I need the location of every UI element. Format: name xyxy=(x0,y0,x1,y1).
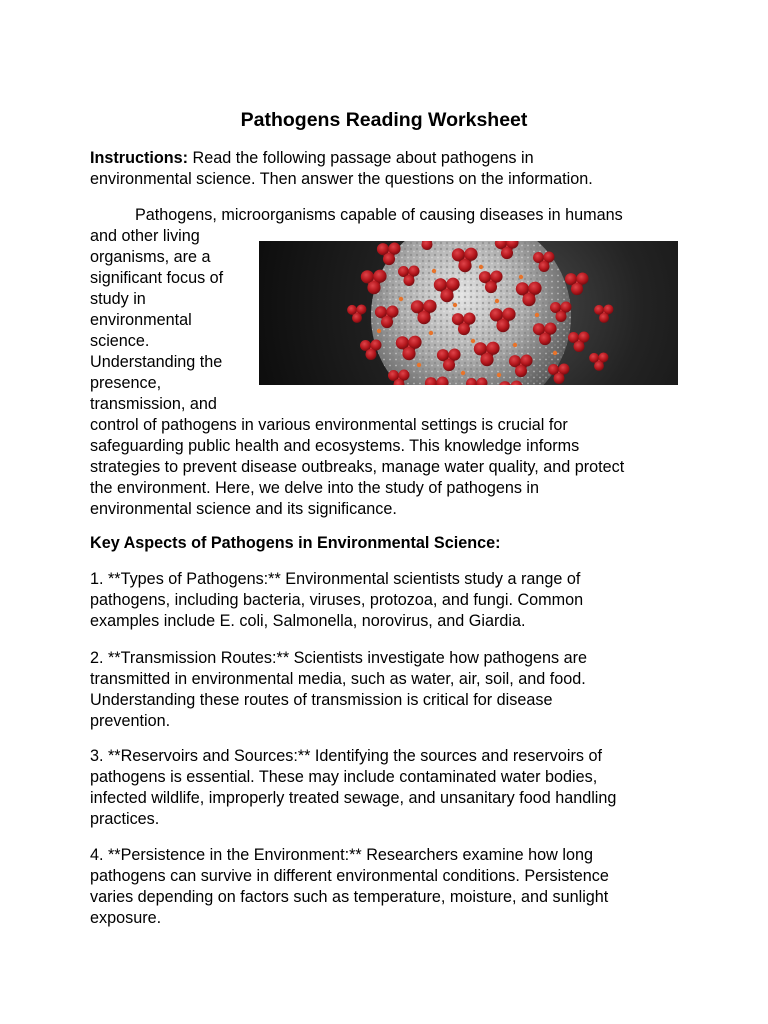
intro-line: strategies to prevent disease outbreaks, manage water quality, and protect xyxy=(90,458,625,476)
intro-line: organisms, are a xyxy=(90,248,211,266)
surface-speck xyxy=(471,339,475,343)
surface-speck xyxy=(519,275,523,279)
intro-line: Pathogens, microorganisms capable of causing diseases in humans xyxy=(135,206,623,224)
instructions-line: environmental science. Then answer the questions on the information. xyxy=(90,170,593,188)
intro-line: significant focus of xyxy=(90,269,224,287)
spike-protein xyxy=(589,352,608,370)
surface-speck xyxy=(432,269,436,273)
instructions-line xyxy=(90,148,680,169)
coronavirus-illustration xyxy=(259,241,678,385)
list-item-line: pathogens is essential. These may include contaminated water bodies, xyxy=(90,768,598,786)
list-item-line: Understanding these routes of transmission is critical for disease xyxy=(90,691,553,709)
surface-speck xyxy=(497,373,501,377)
list-item-line: practices. xyxy=(90,810,160,828)
intro-line: study in xyxy=(90,290,146,308)
intro-line: presence, xyxy=(90,374,162,392)
intro-line: and other living xyxy=(90,227,200,245)
intro-line: science. xyxy=(90,332,150,350)
surface-speck xyxy=(553,351,557,355)
worksheet-title: Pathogens Reading Worksheet xyxy=(240,109,528,131)
coronavirus-image xyxy=(259,241,678,385)
list-item-line: 1. **Types of Pathogens:** Environmental scientists study a range of xyxy=(90,570,581,588)
instructions-paragraph xyxy=(90,148,680,190)
spike-protein xyxy=(548,364,570,385)
intro-line: control of pathogens in various environmental settings is crucial for xyxy=(90,416,568,434)
instructions-text: Read the following passage about pathogens in xyxy=(188,149,534,167)
intro-line: safeguarding public health and ecosystems. This knowledge informs xyxy=(90,437,580,455)
intro-line: transmission, and xyxy=(90,395,217,413)
intro-line: environmental science and its significance. xyxy=(90,500,397,518)
instructions-label: Instructions: xyxy=(90,149,189,167)
key-aspects-heading: Key Aspects of Pathogens in Environmental Science: xyxy=(90,534,501,552)
list-item-line: pathogens, including bacteria, viruses, protozoa, and fungi. Common xyxy=(90,591,584,609)
surface-speck xyxy=(417,363,421,367)
list-item xyxy=(90,845,680,929)
list-item xyxy=(90,746,680,830)
list-item xyxy=(90,569,680,632)
surface-speck xyxy=(513,343,517,347)
list-item-line: infected wildlife, improperly treated sewage, and unsanitary food handling xyxy=(90,789,617,807)
intro-line: the environment. Here, we delve into the study of pathogens in xyxy=(90,479,540,497)
list-item-line: examples include E. coli, Salmonella, norovirus, and Giardia. xyxy=(90,612,526,630)
spike-protein xyxy=(360,340,382,361)
surface-speck xyxy=(461,371,465,375)
surface-speck xyxy=(399,297,403,301)
surface-speck xyxy=(535,313,539,317)
list-item-line: 4. **Persistence in the Environment:** Researchers examine how long xyxy=(90,846,593,864)
list-item-line: transmitted in environmental media, such as water, air, soil, and food. xyxy=(90,670,586,688)
spike-protein xyxy=(594,304,613,322)
surface-speck xyxy=(495,299,499,303)
spike-protein xyxy=(568,332,590,353)
spike-protein xyxy=(565,273,589,296)
list-item-line: pathogens can survive in different environmental conditions. Persistence xyxy=(90,867,609,885)
intro-line: environmental xyxy=(90,311,192,329)
list-item-line: 3. **Reservoirs and Sources:** Identifying the sources and reservoirs of xyxy=(90,747,602,765)
list-item-line: 2. **Transmission Routes:** Scientists investigate how pathogens are xyxy=(90,649,587,667)
surface-speck xyxy=(453,303,457,307)
surface-speck xyxy=(479,265,483,269)
surface-speck xyxy=(429,331,433,335)
list-item-line: varies depending on factors such as temperature, moisture, and sunlight xyxy=(90,888,609,906)
list-item-line: exposure. xyxy=(90,909,162,927)
surface-speck xyxy=(377,329,381,333)
list-item-line: prevention. xyxy=(90,712,171,730)
intro-line: Understanding the xyxy=(90,353,223,371)
list-item xyxy=(90,648,680,732)
spike-protein xyxy=(347,304,366,322)
